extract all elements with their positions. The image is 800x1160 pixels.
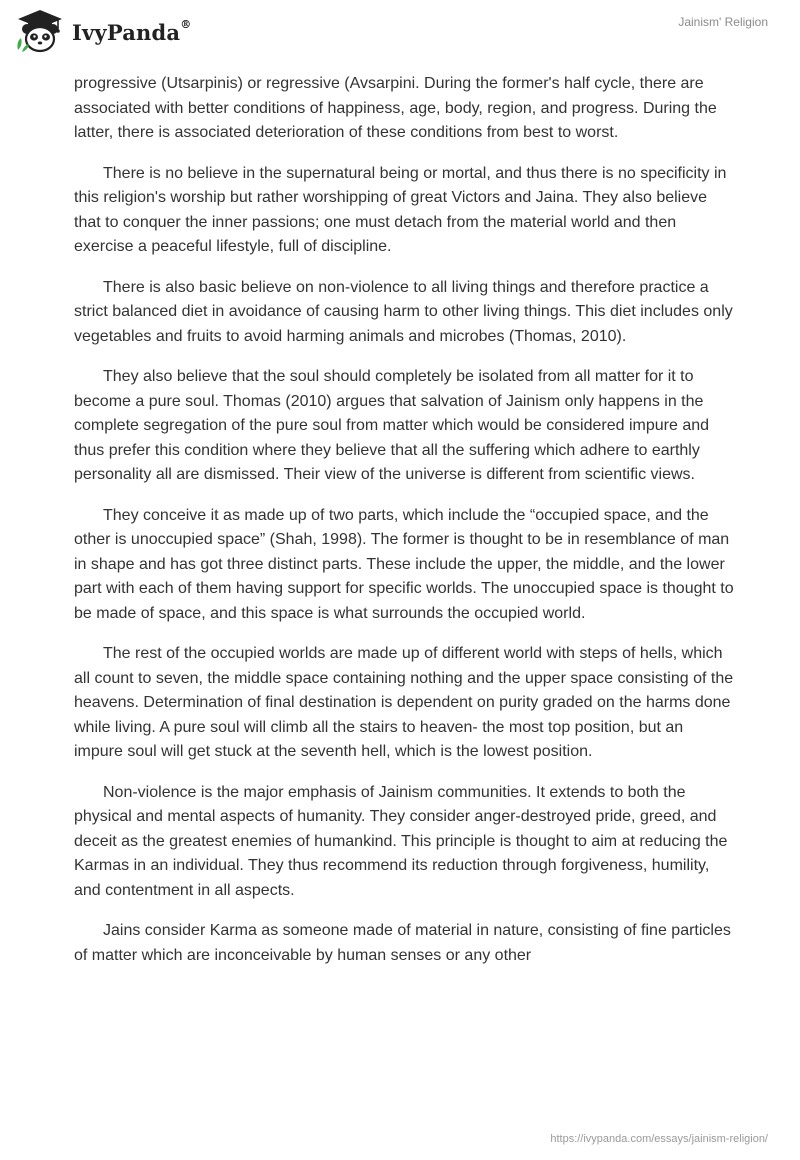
- paragraph: They conceive it as made up of two parts, which include the “occupied space, and the other is unoccupied space” (Shah, 1998). The former is thought to be in resemblance of man in shape and has got three distinct parts. These include the upper, the middle, and the lower part with each of them having support for specific worlds. The unoccupied space is thought to be made of space, and this space is what surrounds the occupied world.: [74, 506, 734, 622]
- paragraph: There is no believe in the supernatural being or mortal, and thus there is no specificity in this religion's worship but rather worshipping of great Victors and Jaina. They also believe that to conquer the inner passions; one must detach from the material world and then exercise a peaceful lifestyle, full of discipline.: [74, 164, 727, 255]
- panda-graduation-cap-icon: [14, 8, 66, 54]
- brand-name: IvyPanda®: [72, 17, 192, 45]
- paragraph: progressive (Utsarpinis) or regressive (Avsarpini. During the former's half cycle, there are associated with better conditions of happiness, age, body, region, and progress. During the latter, there is associated deterioration of these conditions from best to worst.: [74, 75, 717, 141]
- paragraph: The rest of the occupied worlds are made up of different world with steps of hells, which all count to seven, the middle space containing nothing and the upper space consisting of the heavens. Determination of final destination is dependent on purity graded on the harms done while living. A pure soul will climb all the stairs to heaven- the most top position, but an impure soul will get stuck at the seventh hell, which is the lowest position.: [74, 645, 734, 760]
- source-url-link[interactable]: https://ivypanda.com/essays/jainism-religion/: [550, 1133, 768, 1145]
- essay-body: [74, 72, 734, 984]
- ivypanda-logo[interactable]: [14, 8, 191, 54]
- paragraph: Jains consider Karma as someone made of material in nature, consisting of fine particles of matter which are inconceivable by human senses or any other: [74, 922, 731, 964]
- page-header: [0, 0, 800, 64]
- registered-mark: ®: [180, 17, 192, 31]
- paragraph: They also believe that the soul should completely be isolated from all matter for it to become a pure soul. Thomas (2010) argues that salvation of Jainism only happens in the complete segregation of the pure soul from matter which would be considered impure and thus prefer this condition where they believe that all the suffering which adhere to earthly personality all are dismissed. Their view of the universe is different from scientific views.: [74, 368, 710, 483]
- paragraph: There is also basic believe on non-violence to all living things and therefore practice a strict balanced diet in avoidance of causing harm to other living things. This diet includes only vegetables and fruits to avoid harming animals and microbes (Thomas, 2010).: [74, 278, 733, 345]
- paragraph: Non-violence is the major emphasis of Jainism communities. It extends to both the physical and mental aspects of humanity. They consider anger-destroyed pride, greed, and deceit as the greatest enemies of humankind. This principle is thought to aim at reducing the Karmas in an individual. They thus recommend its reduction through forgiveness, humility, and contentment in all aspects.: [74, 783, 728, 899]
- document-title: Jainism' Religion: [678, 15, 768, 29]
